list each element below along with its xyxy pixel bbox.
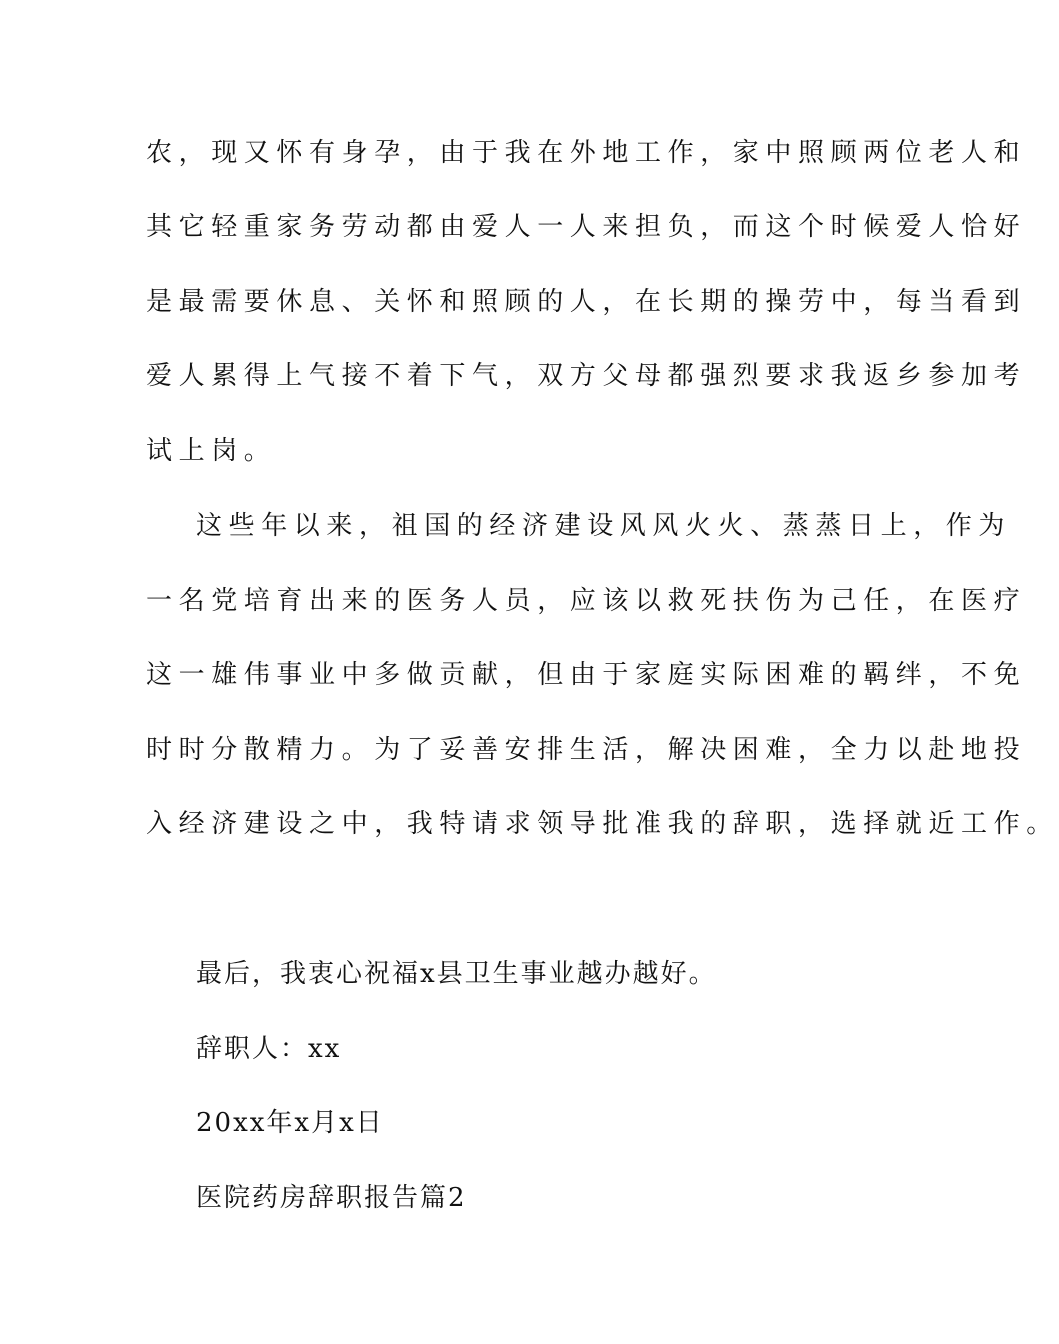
paragraph-1-line-5: 试上岗。 <box>146 436 277 466</box>
closing-line: 最后，我衷心祝福x县卫生事业越办越好。 <box>196 959 717 989</box>
signature-line: 辞职人：xx <box>196 1034 342 1064</box>
paragraph-2-line-3: 这一雄伟事业中多做贡献，但由于家庭实际困难的羁绊，不免 <box>146 660 1027 690</box>
next-section-title: 医院药房辞职报告篇2 <box>196 1183 467 1213</box>
paragraph-1-line-1: 农，现又怀有身孕，由于我在外地工作，家中照顾两位老人和 <box>146 138 1027 168</box>
paragraph-1-line-2: 其它轻重家务劳动都由爱人一人来担负，而这个时候爱人恰好 <box>146 212 1027 242</box>
paragraph-2-line-5: 入经济建设之中，我特请求领导批准我的辞职，选择就近工作。 <box>146 809 1059 839</box>
paragraph-1-line-3: 是最需要休息、关怀和照顾的人，在长期的操劳中，每当看到 <box>146 287 1027 317</box>
paragraph-2-line-1: 这些年以来，祖国的经济建设风风火火、蒸蒸日上，作为 <box>196 511 1012 541</box>
paragraph-2-line-4: 时时分散精力。为了妥善安排生活，解决困难，全力以赴地投 <box>146 735 1027 765</box>
paragraph-2-line-2: 一名党培育出来的医务人员，应该以救死扶伤为己任，在医疗 <box>146 586 1027 616</box>
paragraph-1-line-4: 爱人累得上气接不着下气，双方父母都强烈要求我返乡参加考 <box>146 361 1027 391</box>
date-line: 20xx年x月x日 <box>196 1108 384 1138</box>
